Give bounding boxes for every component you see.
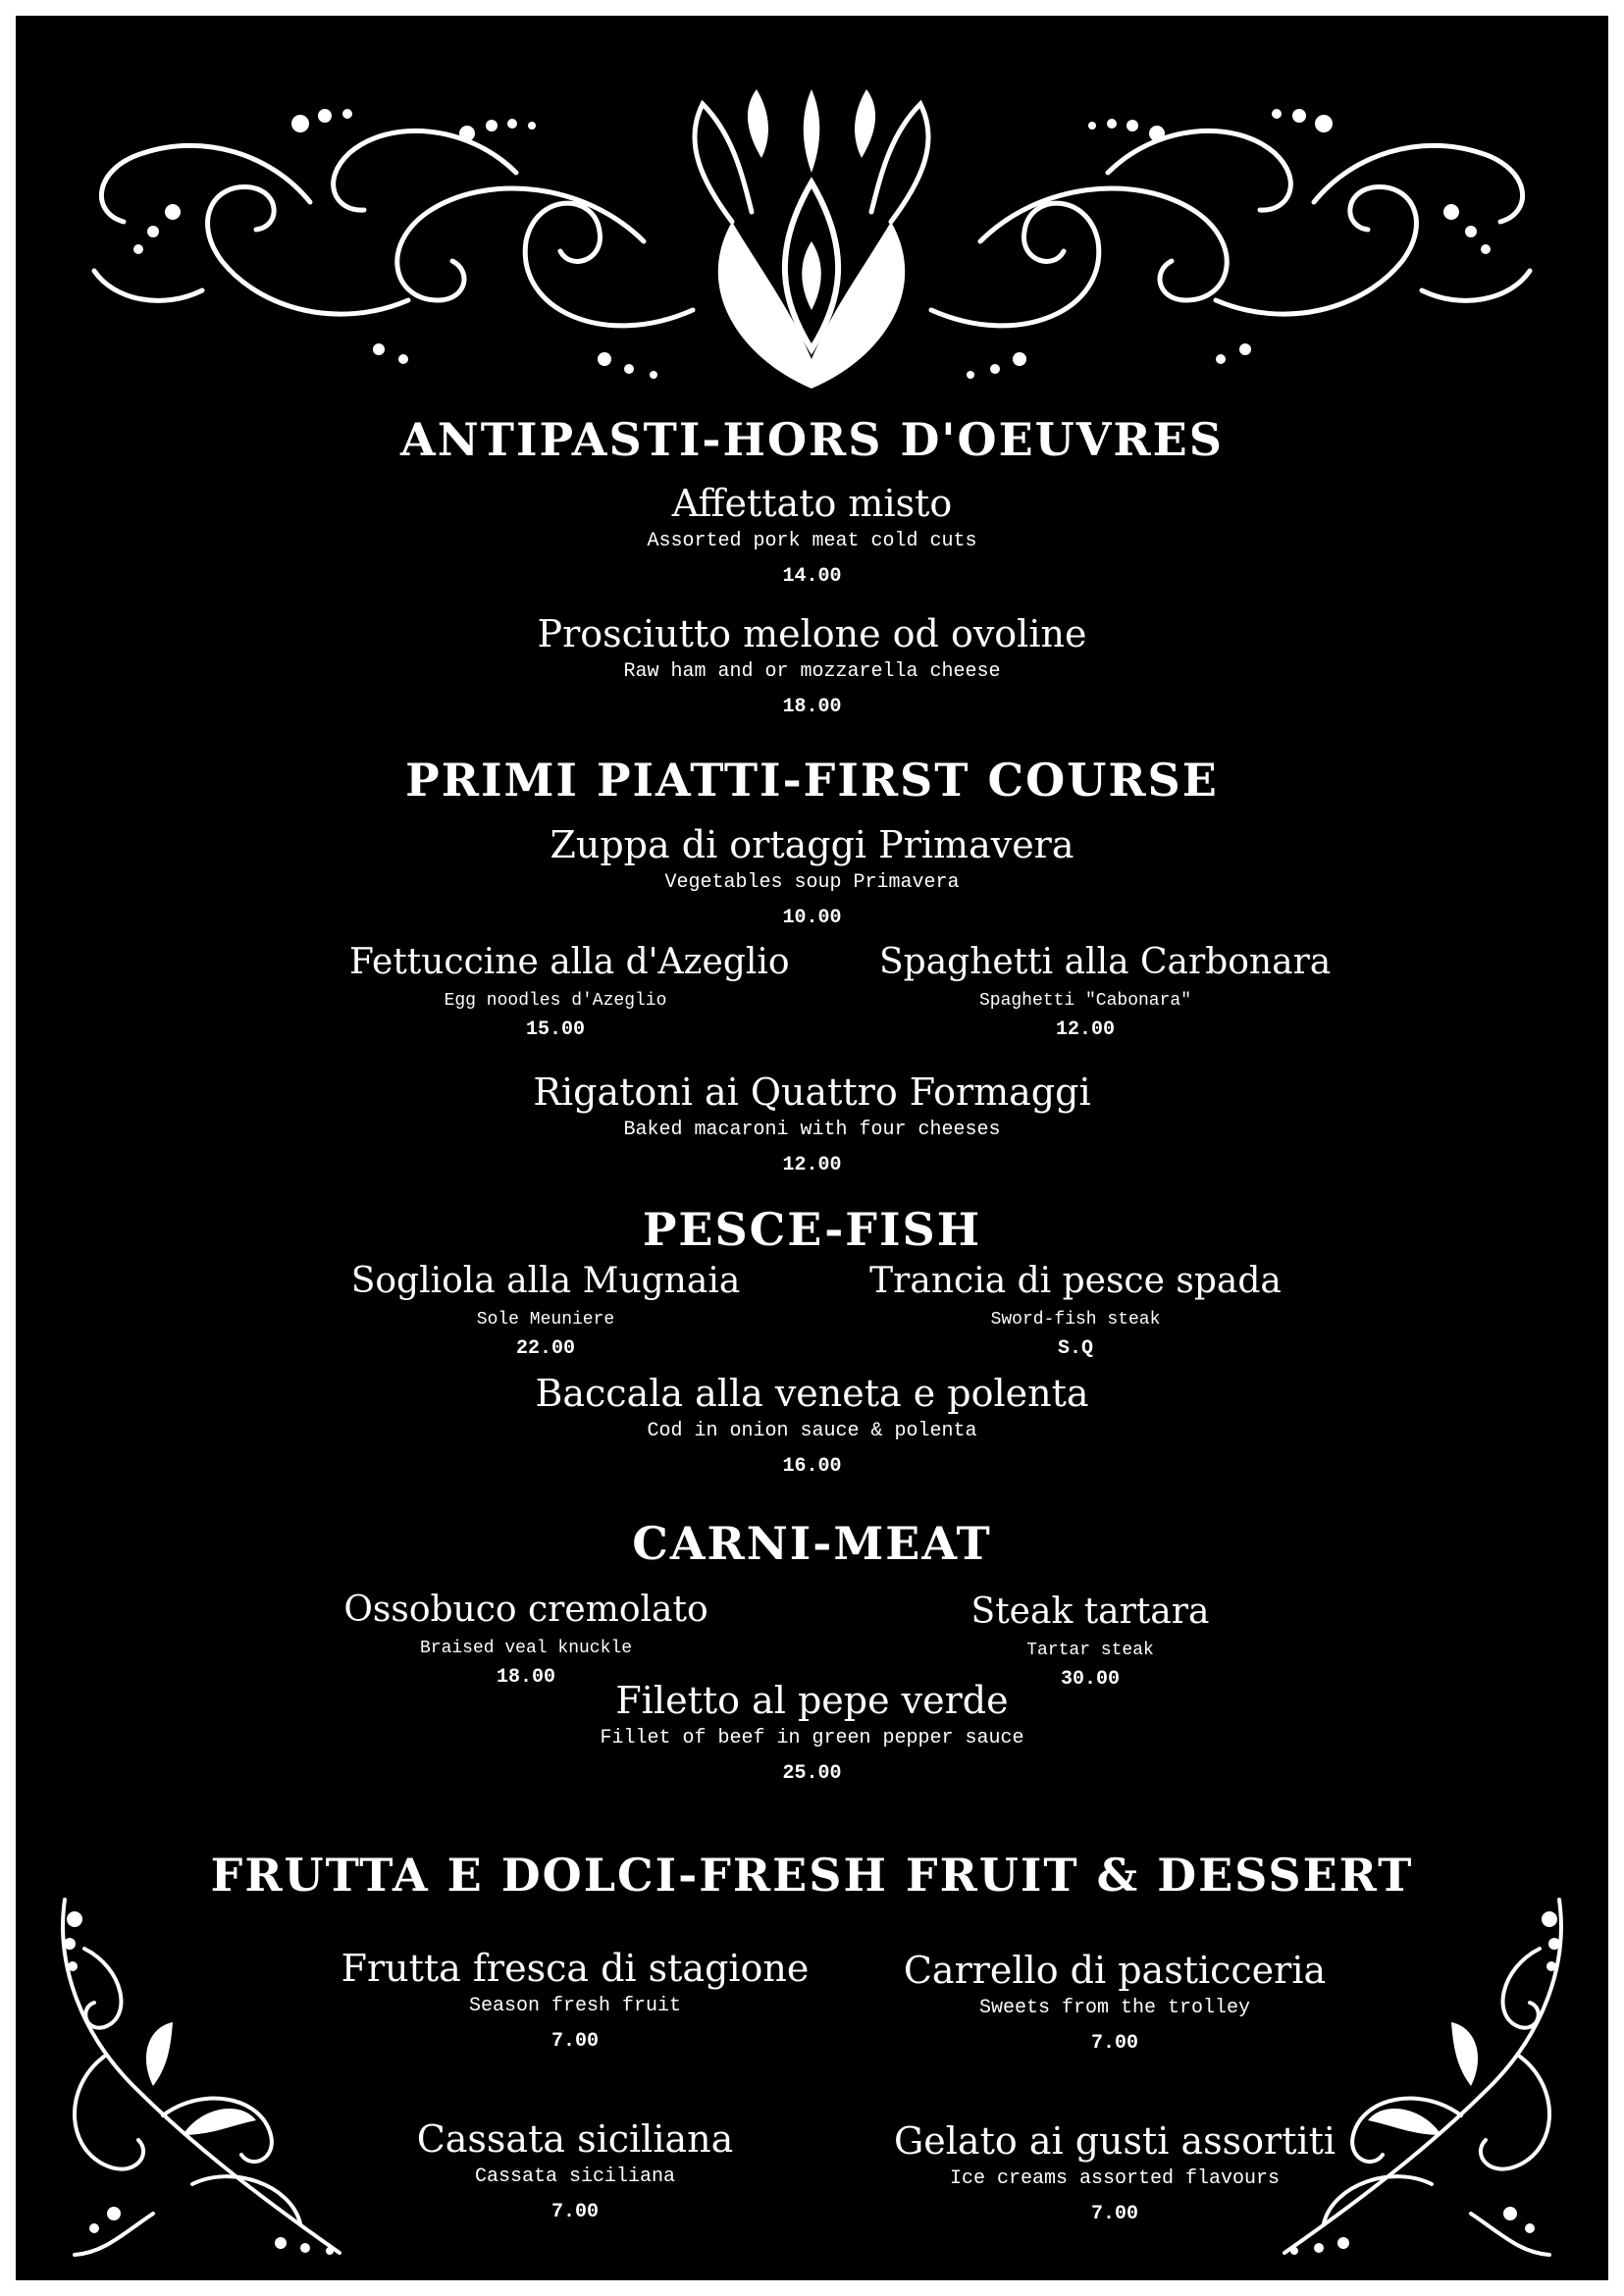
item-name: Rigatoni ai Quattro Formaggi (533, 1070, 1091, 1114)
item-name: Steak tartara (970, 1592, 1210, 1632)
item-price: 16.00 (782, 1455, 842, 1478)
item-description: Season fresh fruit (468, 1995, 682, 2017)
item-name: Sogliola alla Mugnaia (350, 1261, 741, 1301)
menu-item (16, 482, 1608, 590)
menu-item (16, 823, 1608, 931)
item-description: Sole Meuniere (476, 1310, 615, 1330)
item-price: 12.00 (1055, 1018, 1115, 1041)
menu-item (928, 1591, 1252, 1693)
item-description: Cod in onion sauce & polenta (647, 1420, 977, 1442)
item-name: Prosciutto melone od ovoline (537, 612, 1087, 655)
menu-item (340, 1260, 752, 1362)
menu-page (16, 16, 1608, 2280)
item-name: Zuppa di ortaggi Primavera (550, 823, 1074, 866)
item-description: Tartar steak (1026, 1641, 1154, 1660)
item-name: Spaghetti alla Carbonara (879, 942, 1332, 982)
section-title-pesce: PESCE-FISH (642, 1203, 982, 1256)
item-price: 15.00 (525, 1018, 585, 1041)
item-description: Fillet of beef in green pepper sauce (600, 1727, 1024, 1749)
item-description: Ice creams assorted flavours (949, 2167, 1281, 2190)
item-description: Braised veal knuckle (419, 1639, 633, 1658)
menu-item (16, 1679, 1608, 1787)
item-description: Egg noodles d'Azeglio (444, 991, 667, 1011)
item-price: 14.00 (782, 565, 842, 588)
item-price: 18.00 (782, 696, 842, 718)
item-price: 7.00 (1090, 2032, 1138, 2055)
item-description: Raw ham and or mozzarella cheese (623, 660, 1001, 683)
item-description: Assorted pork meat cold cuts (647, 530, 977, 552)
section-title-carni: CARNI-MEAT (632, 1517, 992, 1570)
item-price: 25.00 (782, 1762, 842, 1785)
item-price: 7.00 (1090, 2203, 1138, 2225)
item-price: S.Q (1057, 1337, 1093, 1360)
item-description: Spaghetti "Cabonara" (978, 991, 1192, 1011)
section-title-dolci: FRUTTA E DOLCI-FRESH FRUIT & DESSERT (210, 1849, 1414, 1902)
item-description: Cassata siciliana (474, 2166, 676, 2188)
item-description: Vegetables soup Primavera (664, 871, 960, 894)
item-name: Trancia di pesce spada (869, 1261, 1282, 1301)
item-name: Ossobuco cremolato (343, 1590, 708, 1630)
item-price: 18.00 (496, 1666, 555, 1689)
menu-item (879, 941, 1332, 1043)
menu-item (330, 1589, 722, 1691)
menu-item (330, 2117, 820, 2225)
item-description: Sword-fish steak (990, 1310, 1161, 1330)
item-name: Filetto al pepe verde (615, 1679, 1009, 1722)
menu-item (869, 1260, 1282, 1362)
section-title-primi: PRIMI PIATTI-FIRST COURSE (405, 754, 1219, 807)
item-name: Cassata siciliana (416, 2117, 734, 2161)
top-floral-ornament-icon (55, 65, 1569, 418)
menu-item (16, 1070, 1608, 1178)
item-price: 7.00 (550, 2201, 599, 2223)
item-price: 12.00 (782, 1154, 842, 1176)
item-description: Baked macaroni with four cheeses (623, 1119, 1001, 1141)
item-name: Affettato misto (671, 482, 953, 525)
item-name: Fettuccine alla d'Azeglio (349, 942, 790, 982)
item-name: Baccala alla veneta e polenta (535, 1372, 1089, 1415)
item-description: Sweets from the trolley (978, 1997, 1251, 2019)
menu-item (16, 1372, 1608, 1480)
section-title-antipasti: ANTIPASTI-HORS D'OEUVRES (400, 413, 1224, 466)
item-price: 22.00 (515, 1337, 575, 1360)
item-price: 30.00 (1060, 1668, 1120, 1691)
item-name: Carrello di pasticceria (903, 1949, 1327, 1992)
menu-item (869, 2119, 1360, 2227)
item-price: 10.00 (782, 907, 842, 929)
menu-item (330, 1947, 820, 2055)
menu-item (16, 612, 1608, 720)
item-name: Gelato ai gusti assortiti (893, 2119, 1336, 2163)
menu-item (349, 941, 790, 1043)
item-price: 7.00 (550, 2030, 599, 2053)
menu-item (869, 1949, 1360, 2057)
item-name: Frutta fresca di stagione (341, 1947, 810, 1990)
